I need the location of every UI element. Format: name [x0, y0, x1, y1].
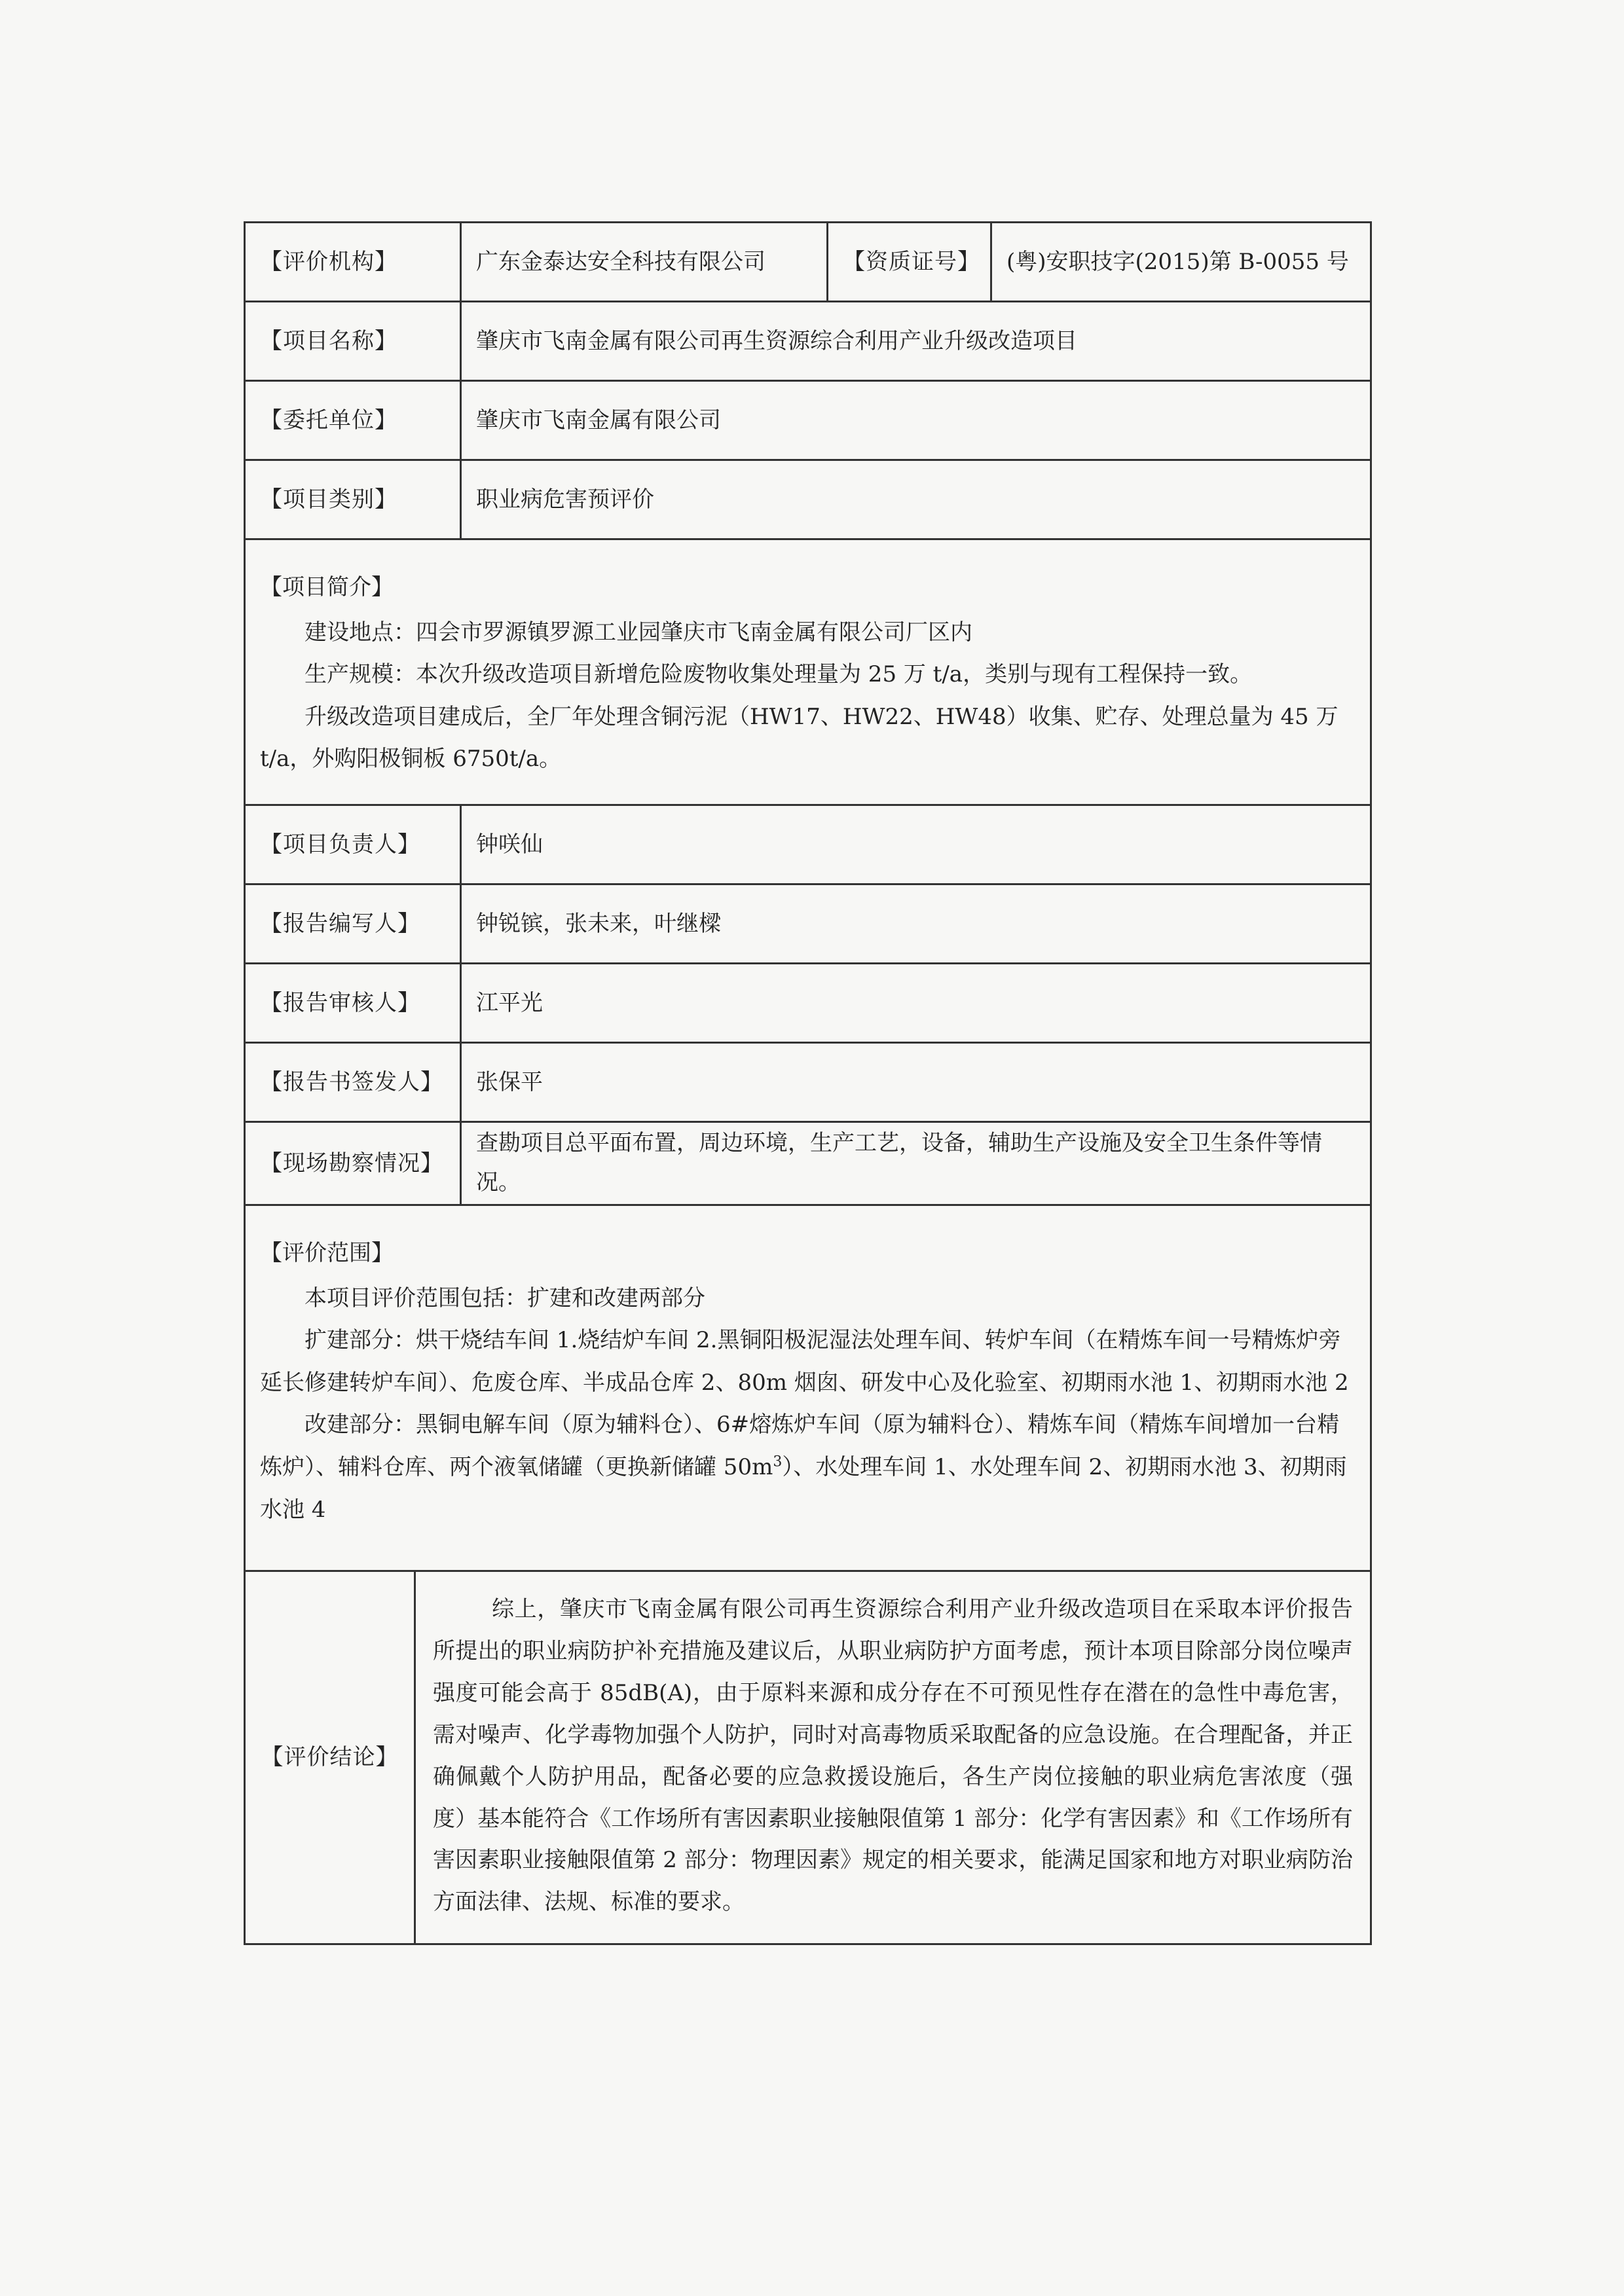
intro-row: [245, 539, 1371, 805]
project-name-row: [245, 302, 1371, 381]
leader-label: 【项目负责人】: [245, 805, 461, 884]
intro-line: 生产规模：本次升级改造项目新增危险废物收集处理量为 25 万 t/a，类别与现有工程保持一致。: [304, 661, 1253, 688]
scope-line: 扩建部分：烘干烧结车间 1.烧结炉车间 2.黑铜阳极泥湿法处理车间、转炉车间（在精炼车间一号精炼炉旁延长修建转炉车间）、危废仓库、半成品仓库 2、80m 烟囱、研发中心及化验室、初期雨水池 1、初期雨水池 2: [260, 1327, 1349, 1396]
scope-row: [245, 1205, 1371, 1571]
conclusion-row: [245, 1571, 1371, 1944]
signer-value: 张保平: [461, 1042, 1371, 1121]
scope-rebuild-text-end: ）、水处理车间 1、水处理车间 2、初期雨水池 3、初期雨水池 4: [260, 1453, 1347, 1523]
intro-line: 建设地点：四会市罗源镇罗源工业园肇庆市飞南金属有限公司厂区内: [304, 619, 972, 646]
conclusion-label: 【评价结论】: [245, 1571, 415, 1944]
category-row: [245, 460, 1371, 539]
client-label: 【委托单位】: [245, 381, 461, 460]
scope-rebuild-text: 改建部分：黑铜电解车间（原为辅料仓）、6#熔炼炉车间（原为辅料仓）、精炼车间（精炼车间增加一台精炼炉）、辅料仓库、两个液氧储罐（更换新储罐 50m: [260, 1412, 1340, 1480]
scope-line: 本项目评价范围包括：扩建和改建两部分: [304, 1285, 705, 1311]
reviewer-value: 江平光: [461, 963, 1371, 1042]
reviewer-row: [245, 963, 1371, 1042]
survey-value: 查勘项目总平面布置，周边环境，生产工艺，设备，辅助生产设施及安全卫生条件等情况。: [461, 1121, 1371, 1205]
project-name-value: 肇庆市飞南金属有限公司再生资源综合利用产业升级改造项目: [461, 302, 1371, 381]
intro-line: 升级改造项目建成后，全厂年处理含铜污泥（HW17、HW22、HW48）收集、贮存、处理总量为 45 万 t/a，外购阳极铜板 6750t/a。: [260, 703, 1338, 773]
writers-row: [245, 884, 1371, 963]
client-value: 肇庆市飞南金属有限公司: [461, 381, 1371, 460]
signer-row: [245, 1042, 1371, 1121]
writers-value: 钟锐镔，张未来，叶继樑: [461, 884, 1371, 963]
org-value: 广东金泰达安全科技有限公司: [461, 223, 828, 302]
leader-value: 钟咲仙: [461, 805, 1371, 884]
category-label: 【项目类别】: [245, 460, 461, 539]
intro-block: [245, 539, 1371, 805]
org-label: 【评价机构】: [245, 223, 461, 302]
report-summary-form: [244, 221, 1370, 1945]
category-value: 职业病危害预评价: [461, 460, 1371, 539]
signer-label: 【报告书签发人】: [245, 1042, 461, 1121]
intro-heading: 【项目简介】: [260, 574, 394, 600]
cert-value: (粤)安职技字(2015)第 B-0055 号: [991, 223, 1371, 302]
survey-row: [245, 1121, 1371, 1205]
reviewer-label: 【报告审核人】: [245, 963, 461, 1042]
scope-block: [245, 1205, 1371, 1571]
leader-row: [245, 805, 1371, 884]
project-name-label: 【项目名称】: [245, 302, 461, 381]
cert-label: 【资质证号】: [828, 223, 991, 302]
summary-table: [244, 221, 1372, 1945]
writers-label: 【报告编写人】: [245, 884, 461, 963]
org-row: [245, 223, 1371, 302]
scope-heading: 【评价范围】: [260, 1239, 394, 1266]
client-row: [245, 381, 1371, 460]
conclusion-text: 综上，肇庆市飞南金属有限公司再生资源综合利用产业升级改造项目在采取本评价报告所提出的职业病防护补充措施及建议后，从职业病防护方面考虑，预计本项目除部分岗位噪声强度可能会高于 85dB(A)，由于原料来源和成分存在不可预见性存在潜在的急性中毒危害，需对噪声、化学毒物加强个人防护，同时对高毒物质采取配备的应急设施。在合理配备，并正确佩戴个人防护用品，配备必要的应急救援设施后，各生产岗位接触的职业病危害浓度（强度）基本能符合《工作场所有害因素职业接触限值第 1 部分：化学有害因素》和《工作场所有害因素职业接触限值第 2 部分：物理因素》规定的相关要求，能满足国家和地方对职业病防治方面法律、法规、标准的要求。: [415, 1571, 1371, 1944]
survey-label: 【现场勘察情况】: [245, 1121, 461, 1205]
scope-rebuild-line: [260, 1404, 1356, 1531]
cubic-superscript: 3: [773, 1453, 783, 1470]
